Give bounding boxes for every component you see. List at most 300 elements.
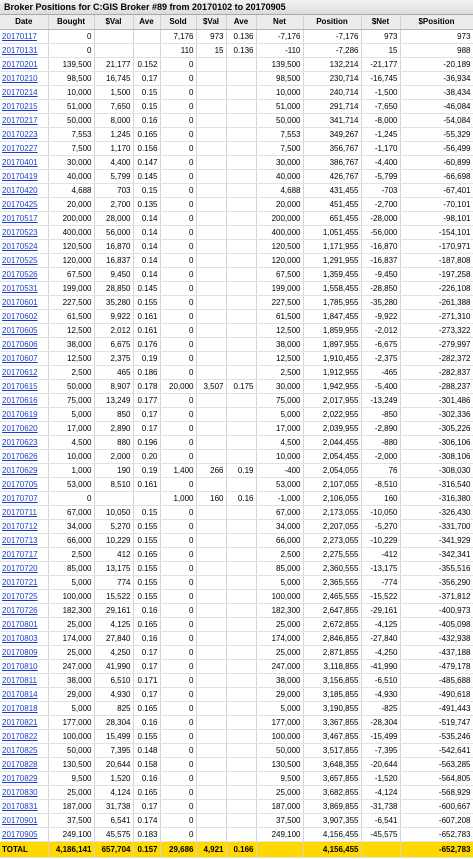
- sold-val-cell: [196, 282, 226, 296]
- sold-cell: 0: [160, 716, 196, 730]
- date-link[interactable]: 20170811: [0, 674, 48, 688]
- table-row: [0, 366, 473, 380]
- date-link[interactable]: 20170517: [0, 212, 48, 226]
- date-link[interactable]: 20170801: [0, 618, 48, 632]
- bought-val-cell: 13,249: [94, 394, 133, 408]
- net-val-cell: -8,000: [361, 114, 400, 128]
- col-sold-header[interactable]: Sold: [160, 15, 196, 30]
- sold-val-cell: [196, 702, 226, 716]
- table-row: [0, 590, 473, 604]
- date-link[interactable]: 20170726: [0, 604, 48, 618]
- position-cell: 3,682,855: [303, 786, 361, 800]
- position-cell: 2,054,055: [303, 464, 361, 478]
- position-val-cell: -485,688: [400, 674, 473, 688]
- position-cell: 2,017,955: [303, 394, 361, 408]
- bought-val-cell: 8,510: [94, 478, 133, 492]
- position-cell: 1,051,455: [303, 226, 361, 240]
- sold-cell: 0: [160, 352, 196, 366]
- position-val-cell: -20,189: [400, 58, 473, 72]
- position-cell: 386,767: [303, 156, 361, 170]
- table-row: [0, 86, 473, 100]
- bought-cell: 51,000: [48, 100, 94, 114]
- position-val-cell: -66,698: [400, 170, 473, 184]
- date-link[interactable]: 20170420: [0, 184, 48, 198]
- bought-ave-cell: 0.148: [133, 744, 160, 758]
- net-cell: 227,500: [256, 296, 303, 310]
- date-link[interactable]: 20170607: [0, 352, 48, 366]
- bought-ave-cell: 0.155: [133, 296, 160, 310]
- bought-cell: 187,000: [48, 800, 94, 814]
- bought-cell: 7,500: [48, 142, 94, 156]
- sold-ave-cell: [226, 142, 256, 156]
- sold-val-cell: [196, 688, 226, 702]
- position-cell: 4,156,455: [303, 828, 361, 842]
- date-link[interactable]: 20170831: [0, 800, 48, 814]
- position-cell: 2,365,555: [303, 576, 361, 590]
- sold-val-cell: [196, 366, 226, 380]
- col-bought-ave-header[interactable]: Ave: [133, 15, 160, 30]
- sold-cell: 0: [160, 590, 196, 604]
- bought-ave-cell: 0.145: [133, 282, 160, 296]
- bought-cell: 5,000: [48, 702, 94, 716]
- date-link[interactable]: 20170705: [0, 478, 48, 492]
- sold-ave-cell: [226, 422, 256, 436]
- table-row: [0, 254, 473, 268]
- position-cell: 1,897,955: [303, 338, 361, 352]
- date-link[interactable]: 20170828: [0, 758, 48, 772]
- position-cell: 3,517,855: [303, 744, 361, 758]
- net-val-cell: -56,000: [361, 226, 400, 240]
- sold-cell: 0: [160, 268, 196, 282]
- bought-cell: 130,500: [48, 758, 94, 772]
- net-cell: 177,000: [256, 716, 303, 730]
- bought-val-cell: 2,012: [94, 324, 133, 338]
- date-link[interactable]: 20170707: [0, 492, 48, 506]
- col-position-header[interactable]: Position: [303, 15, 361, 30]
- bought-val-cell: 5,270: [94, 520, 133, 534]
- bought-cell: 5,000: [48, 576, 94, 590]
- date-link[interactable]: 20170619: [0, 408, 48, 422]
- position-cell: 431,455: [303, 184, 361, 198]
- col-net-val-header[interactable]: $Net: [361, 15, 400, 30]
- sold-ave-cell: [226, 702, 256, 716]
- date-link[interactable]: 20170223: [0, 128, 48, 142]
- sold-val-cell: [196, 632, 226, 646]
- date-link[interactable]: 20170605: [0, 324, 48, 338]
- sold-cell: 0: [160, 408, 196, 422]
- net-cell: 100,000: [256, 730, 303, 744]
- sold-ave-cell: [226, 268, 256, 282]
- date-link[interactable]: 20170717: [0, 548, 48, 562]
- date-link[interactable]: 20170215: [0, 100, 48, 114]
- date-link[interactable]: 20170601: [0, 296, 48, 310]
- net-cell: 25,000: [256, 618, 303, 632]
- bought-val-cell: 9,450: [94, 268, 133, 282]
- position-cell: 3,648,355: [303, 758, 361, 772]
- net-val-cell: -2,012: [361, 324, 400, 338]
- bought-cell: 53,000: [48, 478, 94, 492]
- sold-ave-cell: [226, 772, 256, 786]
- table-row: [0, 100, 473, 114]
- bought-val-cell: [94, 30, 133, 44]
- date-link[interactable]: 20170818: [0, 702, 48, 716]
- net-cell: 25,000: [256, 646, 303, 660]
- position-cell: 230,714: [303, 72, 361, 86]
- bought-val-cell: [94, 492, 133, 506]
- net-cell: 67,000: [256, 506, 303, 520]
- table-row: [0, 156, 473, 170]
- sold-val-cell: [196, 100, 226, 114]
- sold-cell: 0: [160, 86, 196, 100]
- net-cell: 174,000: [256, 632, 303, 646]
- net-val-cell: -8,510: [361, 478, 400, 492]
- bought-cell: 4,500: [48, 436, 94, 450]
- sold-cell: 0: [160, 58, 196, 72]
- table-row: [0, 520, 473, 534]
- table-row: [0, 744, 473, 758]
- net-val-cell: -16,870: [361, 240, 400, 254]
- date-link[interactable]: 20170401: [0, 156, 48, 170]
- date-link[interactable]: 20170616: [0, 394, 48, 408]
- bought-cell: 50,000: [48, 114, 94, 128]
- net-cell: -110: [256, 44, 303, 58]
- bought-ave-cell: 0.15: [133, 100, 160, 114]
- position-val-cell: -308,106: [400, 450, 473, 464]
- sold-ave-cell: [226, 562, 256, 576]
- table-row: [0, 478, 473, 492]
- position-val-cell: -36,934: [400, 72, 473, 86]
- net-val-cell: -2,000: [361, 450, 400, 464]
- table-row: [0, 618, 473, 632]
- sold-val-cell: [196, 128, 226, 142]
- date-link[interactable]: 20170606: [0, 338, 48, 352]
- position-val-cell: -282,837: [400, 366, 473, 380]
- sold-ave-cell: [226, 58, 256, 72]
- position-val-cell: -54,084: [400, 114, 473, 128]
- sold-ave-cell: [226, 674, 256, 688]
- bought-ave-cell: 0.14: [133, 268, 160, 282]
- sold-ave-cell: [226, 100, 256, 114]
- date-link[interactable]: 20170524: [0, 240, 48, 254]
- bought-ave-cell: 0.17: [133, 646, 160, 660]
- bought-ave-cell: 0.19: [133, 352, 160, 366]
- date-link[interactable]: 20170615: [0, 380, 48, 394]
- sold-ave-cell: [226, 170, 256, 184]
- table-row: [0, 702, 473, 716]
- net-val-cell: -13,175: [361, 562, 400, 576]
- bought-val-cell: 703: [94, 184, 133, 198]
- sold-val-cell: [196, 562, 226, 576]
- table-row: [0, 44, 473, 58]
- sold-ave-cell: [226, 604, 256, 618]
- bought-ave-cell: [133, 44, 160, 58]
- table-row: [0, 646, 473, 660]
- position-cell: 2,106,055: [303, 492, 361, 506]
- position-val-cell: -316,380: [400, 492, 473, 506]
- net-val-cell: -6,510: [361, 674, 400, 688]
- position-val-cell: -306,106: [400, 436, 473, 450]
- col-net-header[interactable]: Net: [256, 15, 303, 30]
- date-link[interactable]: 20170822: [0, 730, 48, 744]
- bought-val-cell: 16,837: [94, 254, 133, 268]
- date-link[interactable]: 20170629: [0, 464, 48, 478]
- total-position: 4,156,455: [303, 842, 361, 858]
- position-cell: 356,767: [303, 142, 361, 156]
- table-row: [0, 212, 473, 226]
- sold-ave-cell: [226, 800, 256, 814]
- sold-cell: 0: [160, 828, 196, 842]
- date-link[interactable]: 20170713: [0, 534, 48, 548]
- table-row: [0, 814, 473, 828]
- bought-cell: 100,000: [48, 730, 94, 744]
- position-cell: 2,107,055: [303, 478, 361, 492]
- date-link[interactable]: 20170809: [0, 646, 48, 660]
- position-cell: 1,847,455: [303, 310, 361, 324]
- position-val-cell: -271,310: [400, 310, 473, 324]
- date-link[interactable]: 20170531: [0, 282, 48, 296]
- sold-cell: 0: [160, 674, 196, 688]
- date-link[interactable]: 20170526: [0, 268, 48, 282]
- bought-val-cell: 28,304: [94, 716, 133, 730]
- position-val-cell: -331,700: [400, 520, 473, 534]
- date-link[interactable]: 20170720: [0, 562, 48, 576]
- bought-cell: 12,500: [48, 352, 94, 366]
- bought-val-cell: 15,499: [94, 730, 133, 744]
- sold-cell: 0: [160, 338, 196, 352]
- date-link[interactable]: 20170803: [0, 632, 48, 646]
- bought-cell: 174,000: [48, 632, 94, 646]
- position-val-cell: -316,540: [400, 478, 473, 492]
- date-link[interactable]: 20170814: [0, 688, 48, 702]
- table-row: [0, 534, 473, 548]
- net-cell: -1,000: [256, 492, 303, 506]
- net-val-cell: -4,250: [361, 646, 400, 660]
- table-row: [0, 58, 473, 72]
- table-row: [0, 352, 473, 366]
- table-row: [0, 226, 473, 240]
- position-val-cell: -187,808: [400, 254, 473, 268]
- bought-ave-cell: 0.135: [133, 198, 160, 212]
- position-val-cell: -282,372: [400, 352, 473, 366]
- bought-ave-cell: 0.20: [133, 450, 160, 464]
- date-link[interactable]: 20170623: [0, 436, 48, 450]
- sold-ave-cell: [226, 828, 256, 842]
- date-link[interactable]: 20170626: [0, 450, 48, 464]
- sold-cell: 0: [160, 366, 196, 380]
- bought-cell: 38,000: [48, 674, 94, 688]
- net-val-cell: -5,400: [361, 380, 400, 394]
- bought-ave-cell: 0.176: [133, 338, 160, 352]
- date-link[interactable]: 20170217: [0, 114, 48, 128]
- date-link[interactable]: 20170419: [0, 170, 48, 184]
- date-link[interactable]: 20170620: [0, 422, 48, 436]
- sold-ave-cell: [226, 408, 256, 422]
- bought-cell: 30,000: [48, 156, 94, 170]
- bought-ave-cell: 0.17: [133, 422, 160, 436]
- date-link[interactable]: 20170721: [0, 576, 48, 590]
- sold-val-cell: [196, 576, 226, 590]
- position-cell: -7,176: [303, 30, 361, 44]
- position-cell: 1,910,455: [303, 352, 361, 366]
- sold-val-cell: [196, 590, 226, 604]
- bought-ave-cell: 0.16: [133, 114, 160, 128]
- bought-cell: 67,500: [48, 268, 94, 282]
- position-cell: 2,054,455: [303, 450, 361, 464]
- date-link[interactable]: 20170905: [0, 828, 48, 842]
- sold-cell: 0: [160, 310, 196, 324]
- date-link[interactable]: 20170525: [0, 254, 48, 268]
- sold-ave-cell: [226, 660, 256, 674]
- bought-val-cell: 31,738: [94, 800, 133, 814]
- date-link[interactable]: 20170711: [0, 506, 48, 520]
- position-val-cell: -197,258: [400, 268, 473, 282]
- date-link[interactable]: 20170821: [0, 716, 48, 730]
- net-val-cell: -703: [361, 184, 400, 198]
- position-cell: 2,465,555: [303, 590, 361, 604]
- net-cell: 5,000: [256, 702, 303, 716]
- sold-ave-cell: [226, 618, 256, 632]
- sold-ave-cell: [226, 632, 256, 646]
- net-cell: 38,000: [256, 674, 303, 688]
- sold-ave-cell: [226, 212, 256, 226]
- sold-val-cell: [196, 800, 226, 814]
- date-link[interactable]: 20170602: [0, 310, 48, 324]
- table-row: [0, 408, 473, 422]
- date-link[interactable]: 20170612: [0, 366, 48, 380]
- position-cell: 2,207,055: [303, 520, 361, 534]
- position-val-cell: 988: [400, 44, 473, 58]
- table-row: [0, 184, 473, 198]
- sold-ave-cell: [226, 156, 256, 170]
- sold-ave-cell: 0.136: [226, 30, 256, 44]
- total-bought: 4,186,141: [48, 842, 94, 858]
- position-val-cell: -170,971: [400, 240, 473, 254]
- position-val-cell: -38,434: [400, 86, 473, 100]
- table-row: [0, 142, 473, 156]
- date-link[interactable]: 20170201: [0, 58, 48, 72]
- position-val-cell: -288,237: [400, 380, 473, 394]
- bought-val-cell: 21,177: [94, 58, 133, 72]
- position-val-cell: -273,322: [400, 324, 473, 338]
- net-val-cell: 973: [361, 30, 400, 44]
- bought-cell: 61,500: [48, 310, 94, 324]
- bought-ave-cell: 0.14: [133, 212, 160, 226]
- bought-cell: 29,000: [48, 688, 94, 702]
- sold-ave-cell: [226, 296, 256, 310]
- position-val-cell: -342,341: [400, 548, 473, 562]
- net-val-cell: -4,930: [361, 688, 400, 702]
- bought-cell: 85,000: [48, 562, 94, 576]
- sold-val-cell: [196, 86, 226, 100]
- position-cell: 2,173,055: [303, 506, 361, 520]
- date-link[interactable]: 20170210: [0, 72, 48, 86]
- bought-val-cell: 6,541: [94, 814, 133, 828]
- net-cell: 98,500: [256, 72, 303, 86]
- net-val-cell: -1,500: [361, 86, 400, 100]
- sold-ave-cell: [226, 590, 256, 604]
- position-cell: 2,044,455: [303, 436, 361, 450]
- net-val-cell: -5,270: [361, 520, 400, 534]
- bought-ave-cell: 0.171: [133, 674, 160, 688]
- net-cell: 400,000: [256, 226, 303, 240]
- table-row: [0, 716, 473, 730]
- bought-cell: 120,500: [48, 240, 94, 254]
- date-link[interactable]: 20170214: [0, 86, 48, 100]
- position-val-cell: -607,208: [400, 814, 473, 828]
- sold-val-cell: [196, 352, 226, 366]
- col-date-header[interactable]: Date: [0, 15, 48, 30]
- sold-val-cell: 3,507: [196, 380, 226, 394]
- sold-ave-cell: [226, 310, 256, 324]
- table-row: [0, 282, 473, 296]
- bought-val-cell: 4,125: [94, 618, 133, 632]
- date-link[interactable]: 20170725: [0, 590, 48, 604]
- bought-val-cell: 4,400: [94, 156, 133, 170]
- sold-ave-cell: 0.175: [226, 380, 256, 394]
- sold-val-cell: [196, 156, 226, 170]
- sold-ave-cell: [226, 478, 256, 492]
- sold-val-cell: [196, 198, 226, 212]
- col-sold-val-header[interactable]: $Val: [196, 15, 226, 30]
- col-bought-val-header[interactable]: $Val: [94, 15, 133, 30]
- net-val-cell: -7,650: [361, 100, 400, 114]
- position-val-cell: -519,747: [400, 716, 473, 730]
- sold-cell: 0: [160, 170, 196, 184]
- bought-ave-cell: 0.15: [133, 184, 160, 198]
- sold-ave-cell: [226, 730, 256, 744]
- col-sold-ave-header[interactable]: Ave: [226, 15, 256, 30]
- net-val-cell: -465: [361, 366, 400, 380]
- date-link[interactable]: 20170117: [0, 30, 48, 44]
- sold-val-cell: [196, 394, 226, 408]
- table-row: [0, 114, 473, 128]
- date-link[interactable]: 20170829: [0, 772, 48, 786]
- bought-val-cell: 5,799: [94, 170, 133, 184]
- bought-cell: 66,000: [48, 534, 94, 548]
- date-link[interactable]: 20170901: [0, 814, 48, 828]
- position-val-cell: -355,516: [400, 562, 473, 576]
- bought-cell: 25,000: [48, 646, 94, 660]
- date-link[interactable]: 20170825: [0, 744, 48, 758]
- date-link[interactable]: 20170712: [0, 520, 48, 534]
- bought-cell: 227,500: [48, 296, 94, 310]
- date-link[interactable]: 20170227: [0, 142, 48, 156]
- bought-ave-cell: 0.16: [133, 772, 160, 786]
- net-cell: 50,000: [256, 744, 303, 758]
- col-bought-header[interactable]: Bought: [48, 15, 94, 30]
- sold-val-cell: [196, 478, 226, 492]
- position-cell: 2,360,555: [303, 562, 361, 576]
- date-link[interactable]: 20170810: [0, 660, 48, 674]
- bought-ave-cell: 0.17: [133, 72, 160, 86]
- col-position-val-header[interactable]: $Position: [400, 15, 473, 30]
- sold-ave-cell: [226, 520, 256, 534]
- bought-cell: 25,000: [48, 618, 94, 632]
- date-link[interactable]: 20170830: [0, 786, 48, 800]
- net-cell: 130,500: [256, 758, 303, 772]
- net-val-cell: -6,675: [361, 338, 400, 352]
- bought-cell: 12,500: [48, 324, 94, 338]
- bought-val-cell: 35,280: [94, 296, 133, 310]
- position-val-cell: -371,812: [400, 590, 473, 604]
- sold-ave-cell: [226, 450, 256, 464]
- date-link[interactable]: 20170425: [0, 198, 48, 212]
- date-link[interactable]: 20170523: [0, 226, 48, 240]
- net-val-cell: -29,161: [361, 604, 400, 618]
- date-link[interactable]: 20170131: [0, 44, 48, 58]
- bought-cell: 50,000: [48, 744, 94, 758]
- bought-ave-cell: 0.14: [133, 226, 160, 240]
